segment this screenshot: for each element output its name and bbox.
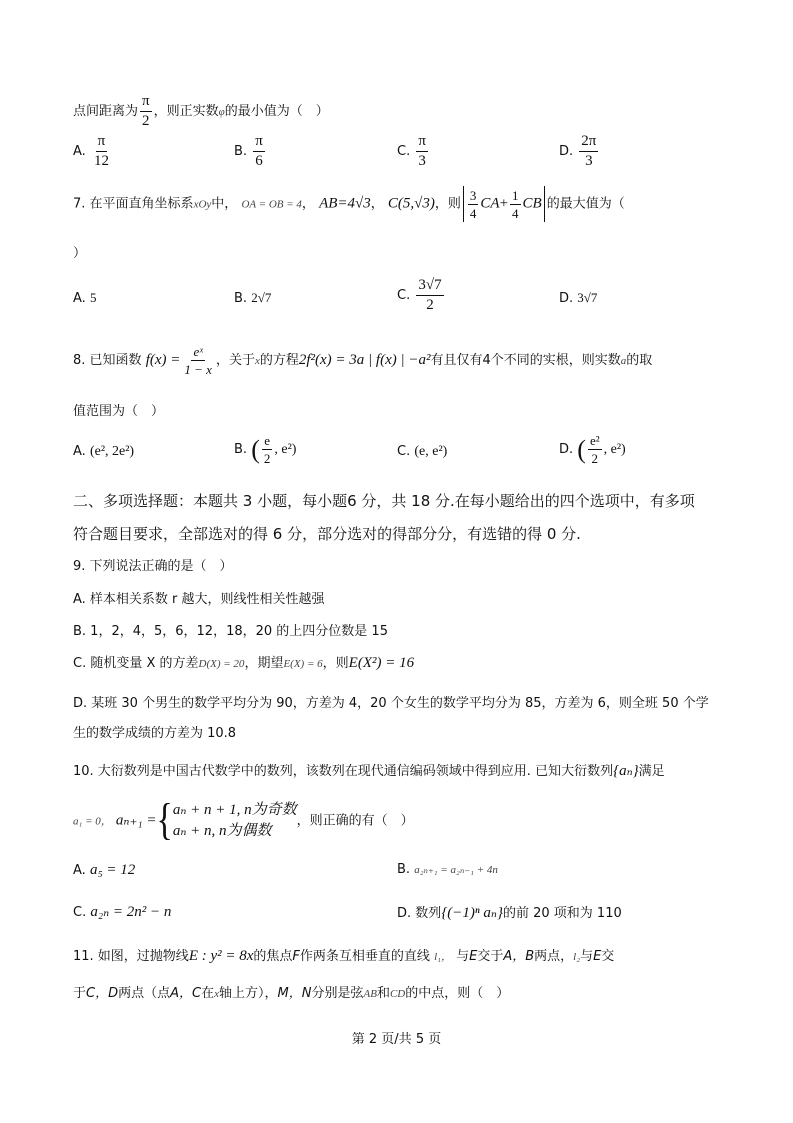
frac-num: eˣ <box>193 344 203 359</box>
q9-title: 9. 下列说法正确的是（ ） <box>73 559 233 574</box>
opt-seq: {(−1)ⁿ aₙ} <box>441 905 503 921</box>
opt-label: C. <box>397 444 411 459</box>
q11-E2: E <box>593 949 602 964</box>
q7-plus: + <box>499 195 509 212</box>
opt-label: A. <box>73 444 86 459</box>
q10-lhs: aₙ₊₁ = <box>115 812 157 829</box>
q7-text4: 的最大值为（ <box>546 196 625 212</box>
paren-left: ( <box>577 434 586 464</box>
opt-label: B. <box>234 291 248 306</box>
opt-label: A. <box>73 291 86 306</box>
q6-stem <box>73 94 329 129</box>
q7-option-b[interactable] <box>234 290 271 306</box>
q11-stem-line1 <box>73 945 614 965</box>
q8-text2: ，关于 <box>215 353 255 368</box>
frac-num: π <box>96 134 108 152</box>
q8-option-d[interactable] <box>559 434 626 465</box>
q9-option-d-line2: 生的数学成绩的方差为 10.8 <box>73 726 237 741</box>
q11-curve: E : y² = 8x <box>188 948 254 964</box>
opt-label: D. <box>397 906 412 921</box>
section2-line2: 符合题目要求，全部选对的得 6 分，部分选对的得部分分，有选错的得 0 分. <box>73 525 581 543</box>
q7-number: 7. <box>73 196 86 212</box>
q10-stem-line2 <box>73 796 414 845</box>
opt-label: C. <box>73 905 87 920</box>
q8-text4: 有且仅有4个不同的实根，则实数 <box>430 353 621 368</box>
opt-label: B. <box>397 862 411 877</box>
q11-t9: 于 <box>73 986 87 1001</box>
opt-value: 3√7 <box>577 290 598 305</box>
q10-case2: aₙ + n, n为偶数 <box>172 823 272 839</box>
opt-label: B. <box>234 442 248 457</box>
q6-option-d[interactable] <box>559 134 600 169</box>
frac-den: 3 <box>585 153 593 169</box>
q6-frac-den: 2 <box>142 113 150 129</box>
q6-c-frac <box>416 134 428 169</box>
q11-E: E <box>469 949 478 964</box>
opt-value: a₅ = 12 <box>89 862 136 878</box>
q7-option-c[interactable] <box>397 278 446 313</box>
q10-option-c[interactable] <box>73 902 171 921</box>
abs-bar-left <box>463 186 464 222</box>
q11-t5: 交于 <box>477 949 504 964</box>
q7-text3: ，则 <box>434 196 461 212</box>
q10-text1: 10. 大衍数列是中国古代数学中的数列，该数列在现代通信编码领域中得到应用. 已知大衍数列 <box>73 764 614 779</box>
section2-line1: 二、多项选择题：本题共 3 小题，每小题6 分，共 18 分.在每小题给出的四个选项中，有多项 <box>73 492 695 510</box>
frac-num: 3 <box>469 187 477 203</box>
q6-suffix: ，则正实数 <box>153 104 219 119</box>
frac-num: 3√7 <box>416 278 443 296</box>
q10-a1: a₁ = 0， <box>73 815 112 828</box>
q6-d-frac <box>579 134 598 169</box>
q9-option-b[interactable]: B. 1，2，4，5，6，12，18，20 的上四分位数是 15 <box>73 624 388 639</box>
q8-stem <box>73 345 652 376</box>
q8-text3: 的方程 <box>259 353 299 368</box>
q7-sys: xOy <box>193 198 212 211</box>
frac-den: 12 <box>93 153 109 169</box>
abs-bar-right <box>544 186 545 222</box>
q7-frac2 <box>510 189 521 220</box>
q7-close: ） <box>73 246 87 261</box>
q6-prefix: 点间距离为 <box>73 104 139 119</box>
q11-t14: 和 <box>376 986 390 1001</box>
q9-option-d-line1[interactable]: D. 某班 30 个男生的数学平均分为 90，方差为 4，20 个女生的数学平均分为 85，方差为 6，则全班 50 个学 <box>73 696 709 711</box>
q11-CD: C，D <box>86 986 119 1001</box>
opt-label: A. <box>73 144 86 159</box>
q10-option-b[interactable] <box>397 862 498 877</box>
q7-frac1 <box>468 189 479 220</box>
q6-var: φ <box>218 106 225 118</box>
q8-number: 8. <box>73 353 86 368</box>
q9-c-mid: ，期望 <box>244 656 284 671</box>
q8-line2: 值范围为（ ） <box>73 404 165 419</box>
q11-F: F <box>292 949 300 964</box>
q11-AB2: AB <box>363 988 377 1000</box>
q10-tail: ，则正确的有（ ） <box>296 813 414 829</box>
q8-frac <box>182 345 214 376</box>
q6-suffix2: 的最小值为（ ） <box>224 104 329 119</box>
q10-seq: {aₙ} <box>613 763 639 779</box>
q8-xvar: x <box>254 355 260 367</box>
q11-t12: 轴上方）， <box>219 986 278 1001</box>
q9-c-expect: E(X) = 6 <box>283 658 323 670</box>
opt-label: D. <box>559 144 574 159</box>
q11-t1: 11. 如图，过抛物线 <box>73 949 189 964</box>
q10-stem-line1 <box>73 760 665 780</box>
frac-num: 1 <box>512 187 519 203</box>
q8-text5: 的取 <box>626 353 653 368</box>
q10-case1: aₙ + n + 1, n为奇数 <box>172 802 297 818</box>
opt-label: C. <box>397 288 411 303</box>
brace-icon: { <box>156 796 173 845</box>
q11-x: x <box>214 988 220 1000</box>
q11-AB: A，B <box>503 949 535 964</box>
q9-option-a[interactable]: A. 样本相关系数 r 越大，则线性相关性越强 <box>73 592 325 607</box>
q7-cond2: AB=4√3 <box>319 195 371 212</box>
q6-frac <box>140 94 152 129</box>
q8-fx: f(x) = <box>145 352 181 368</box>
opt-pre: 数列 <box>415 906 442 921</box>
frac-num: 2π <box>579 134 598 152</box>
q11-MN: M，N <box>277 986 312 1001</box>
q8-equation: 2f²(x) = 3a | f(x) | −a² <box>298 352 431 368</box>
opt-label: A. <box>73 863 86 878</box>
q8-d-frac <box>588 434 602 465</box>
q6-option-b[interactable] <box>234 134 267 169</box>
opt-value: a₂ₙ = 2n² − n <box>90 904 172 920</box>
q9-c-mid2: ，则 <box>322 656 349 671</box>
q7-cond1: OA = OB = 4 <box>241 198 302 211</box>
opt-value: a₂ₙ₊₁ = a₂ₙ₋₁ + 4n <box>414 864 498 876</box>
page-footer: 第 2 页/共 5 页 <box>351 1032 442 1047</box>
frac-den: 2 <box>426 297 434 313</box>
q7-text2: 中， <box>211 196 238 212</box>
q11-t10: 两点（点 <box>118 986 171 1001</box>
q6-a-frac <box>92 134 111 169</box>
paren-left: ( <box>251 434 260 464</box>
q9-option-c[interactable] <box>73 652 414 672</box>
frac-den: 3 <box>418 153 426 169</box>
frac-den: 2 <box>591 451 599 466</box>
q11-t7: 与 <box>580 949 594 964</box>
opt-post: , e²) <box>274 442 297 457</box>
q9-c-result: E(X²) = 16 <box>348 655 415 671</box>
opt-label: D. <box>559 291 574 306</box>
q8-option-a[interactable] <box>73 444 134 460</box>
frac-num: π <box>416 134 428 152</box>
opt-value: 5 <box>89 290 97 305</box>
opt-post: 的前 20 项和为 110 <box>502 906 622 921</box>
q8-b-frac <box>262 434 273 465</box>
q11-AC: A，C <box>170 986 202 1001</box>
q7-cond3: C(5,√3) <box>387 195 435 212</box>
frac-num: e² <box>589 433 600 448</box>
q10-cases <box>173 800 297 842</box>
q8-option-b[interactable] <box>234 434 296 465</box>
opt-label: C. <box>397 144 411 159</box>
q11-t13: 分别是弦 <box>311 986 364 1001</box>
q10-text1b: 满足 <box>638 764 665 779</box>
frac-num: e <box>264 433 271 448</box>
q10-option-a[interactable] <box>73 862 135 879</box>
q7-stem: 7. 在平面直角坐标系xOy中， OA = OB = 4， AB=4√3， C(5,√3)，则 $\frac{3}{4}$ CA+ $\frac{1}{4}$ CB 的最大值为（ <box>73 187 625 221</box>
q11-CD2: CD <box>389 988 406 1000</box>
opt-value: (e², 2e²) <box>89 444 135 459</box>
q6-option-a[interactable] <box>73 134 113 169</box>
q8-text1: 已知函数 <box>89 353 142 368</box>
q10-option-d[interactable] <box>397 902 622 922</box>
q11-t2: 的焦点 <box>253 949 293 964</box>
opt-label: D. <box>559 442 574 457</box>
q11-t6: 两点， <box>534 949 574 964</box>
q8-avar: a <box>620 355 627 367</box>
q11-t15: 的中点，则（ ） <box>405 986 510 1001</box>
q7-option-d[interactable] <box>559 290 597 306</box>
opt-value: 2√7 <box>251 290 272 305</box>
opt-post: , e²) <box>603 442 626 457</box>
frac-num: π <box>253 134 265 152</box>
q7-vec1: CA <box>480 195 500 212</box>
q6-frac-num: π <box>140 94 152 112</box>
frac-den: 6 <box>255 153 263 169</box>
q11-t3: 作两条互相垂直的直线 <box>299 949 430 964</box>
q7-text1: 在平面直角坐标系 <box>89 196 194 212</box>
q7-option-a[interactable] <box>73 290 96 306</box>
frac-den: 4 <box>469 205 477 221</box>
q11-t11: 在 <box>201 986 215 1001</box>
opt-value: (e, e²) <box>414 444 448 459</box>
frac-den: 2 <box>263 451 271 466</box>
q11-t4: 与 <box>456 949 470 964</box>
q9-c-pre: C. 随机变量 X 的方差 <box>73 656 199 671</box>
q11-l1: l₁， <box>434 951 452 963</box>
q6-b-frac <box>253 134 265 169</box>
q6-option-c[interactable] <box>397 134 430 169</box>
q8-option-c[interactable] <box>397 444 447 460</box>
q7-c-frac <box>416 278 443 313</box>
q7-vec2: CB <box>522 195 542 212</box>
q11-t8: 交 <box>601 949 615 964</box>
frac-den: 4 <box>512 205 519 221</box>
frac-den: 1 − x <box>184 362 212 377</box>
q11-l2: l₂ <box>573 951 581 963</box>
q11-stem-line2 <box>73 982 509 1001</box>
opt-label: B. <box>234 144 248 159</box>
q9-c-variance: D(X) = 20 <box>198 658 245 670</box>
